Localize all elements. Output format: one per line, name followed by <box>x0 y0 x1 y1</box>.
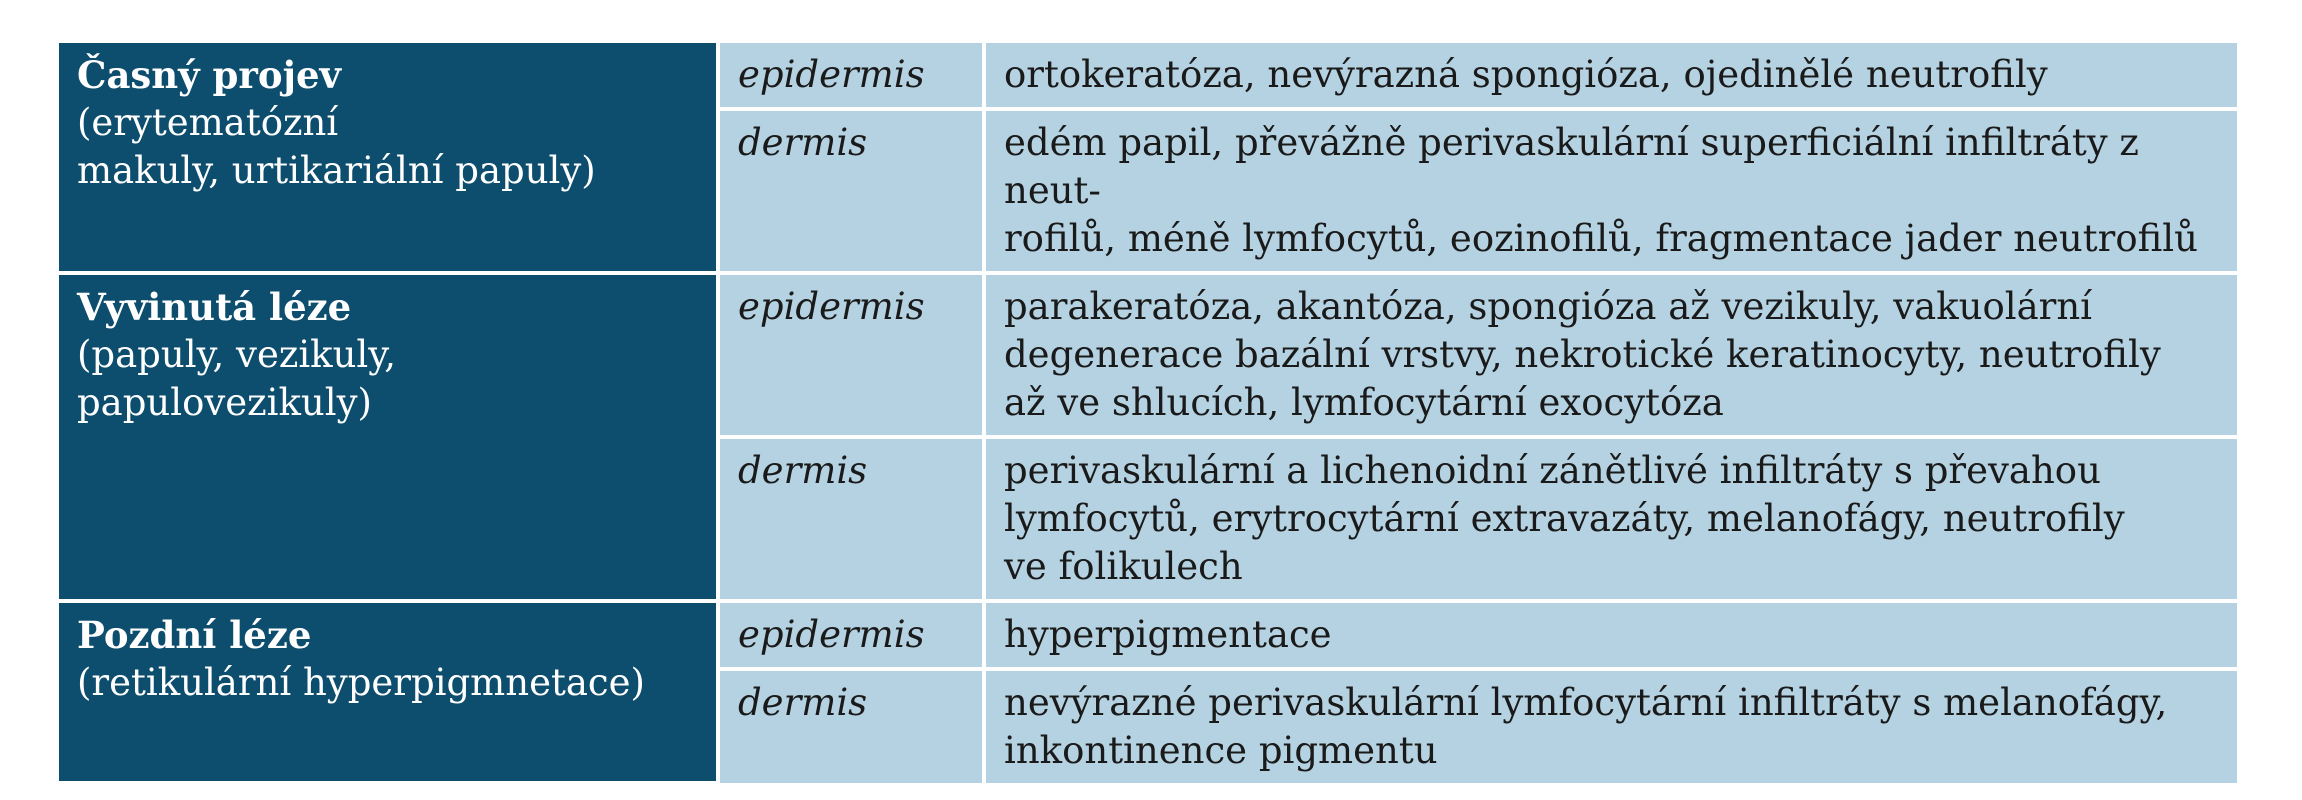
description-line: edém papil, převážně perivaskulární superficiální infiltráty z neut- <box>1004 121 2139 212</box>
group-title: Časný projev <box>77 53 342 97</box>
description-cell <box>984 437 2237 601</box>
layer-cell: epidermis <box>718 43 984 109</box>
description-line: rofilů, méně lymfocytů, eozinofilů, fragmentace jader neutrofilů <box>1004 217 2198 260</box>
description-line: lymfocytů, erytrocytární extravazáty, melanofágy, neutrofily <box>1004 497 2125 540</box>
description-line: hyperpigmentace <box>1004 613 1332 656</box>
group-cell <box>59 601 718 783</box>
group-cell <box>59 43 718 273</box>
table-row <box>59 43 2237 109</box>
description-line: až ve shlucích, lymfocytární exocytóza <box>1004 381 1724 424</box>
description-cell <box>984 601 2237 669</box>
table-row <box>59 273 2237 437</box>
group-title: Vyvinutá léze <box>77 285 352 329</box>
table-row <box>59 601 2237 669</box>
layer-cell: epidermis <box>718 601 984 669</box>
description-line: nevýrazné perivaskulární lymfocytární infiltráty s melanofágy, <box>1004 681 2168 724</box>
description-cell <box>984 669 2237 783</box>
group-cell <box>59 273 718 601</box>
layer-cell: dermis <box>718 437 984 601</box>
group-subtitle-line: makuly, urtikariální papuly) <box>77 149 596 192</box>
description-line: ve folikulech <box>1004 545 1243 588</box>
group-title: Pozdní léze <box>77 613 312 657</box>
histology-table <box>59 43 2237 785</box>
group-subtitle-line: (erytematózní <box>77 101 339 144</box>
group-subtitle-line: (papuly, vezikuly, papulovezikuly) <box>77 333 396 424</box>
description-line: perivaskulární a lichenoidní zánětlivé infiltráty s převahou <box>1004 449 2101 492</box>
layer-cell: epidermis <box>718 273 984 437</box>
group-subtitle-line: (retikulární hyperpigmnetace) <box>77 661 645 704</box>
description-line: ortokeratóza, nevýrazná spongióza, ojedinělé neutrofily <box>1004 53 2048 96</box>
layer-cell: dermis <box>718 109 984 273</box>
description-cell <box>984 109 2237 273</box>
layer-cell: dermis <box>718 669 984 783</box>
description-cell <box>984 273 2237 437</box>
description-line: parakeratóza, akantóza, spongióza až vezikuly, vakuolární <box>1004 285 2093 328</box>
description-line: inkontinence pigmentu <box>1004 729 1438 772</box>
description-cell <box>984 43 2237 109</box>
description-line: degenerace bazální vrstvy, nekrotické keratinocyty, neutrofily <box>1004 333 2161 376</box>
